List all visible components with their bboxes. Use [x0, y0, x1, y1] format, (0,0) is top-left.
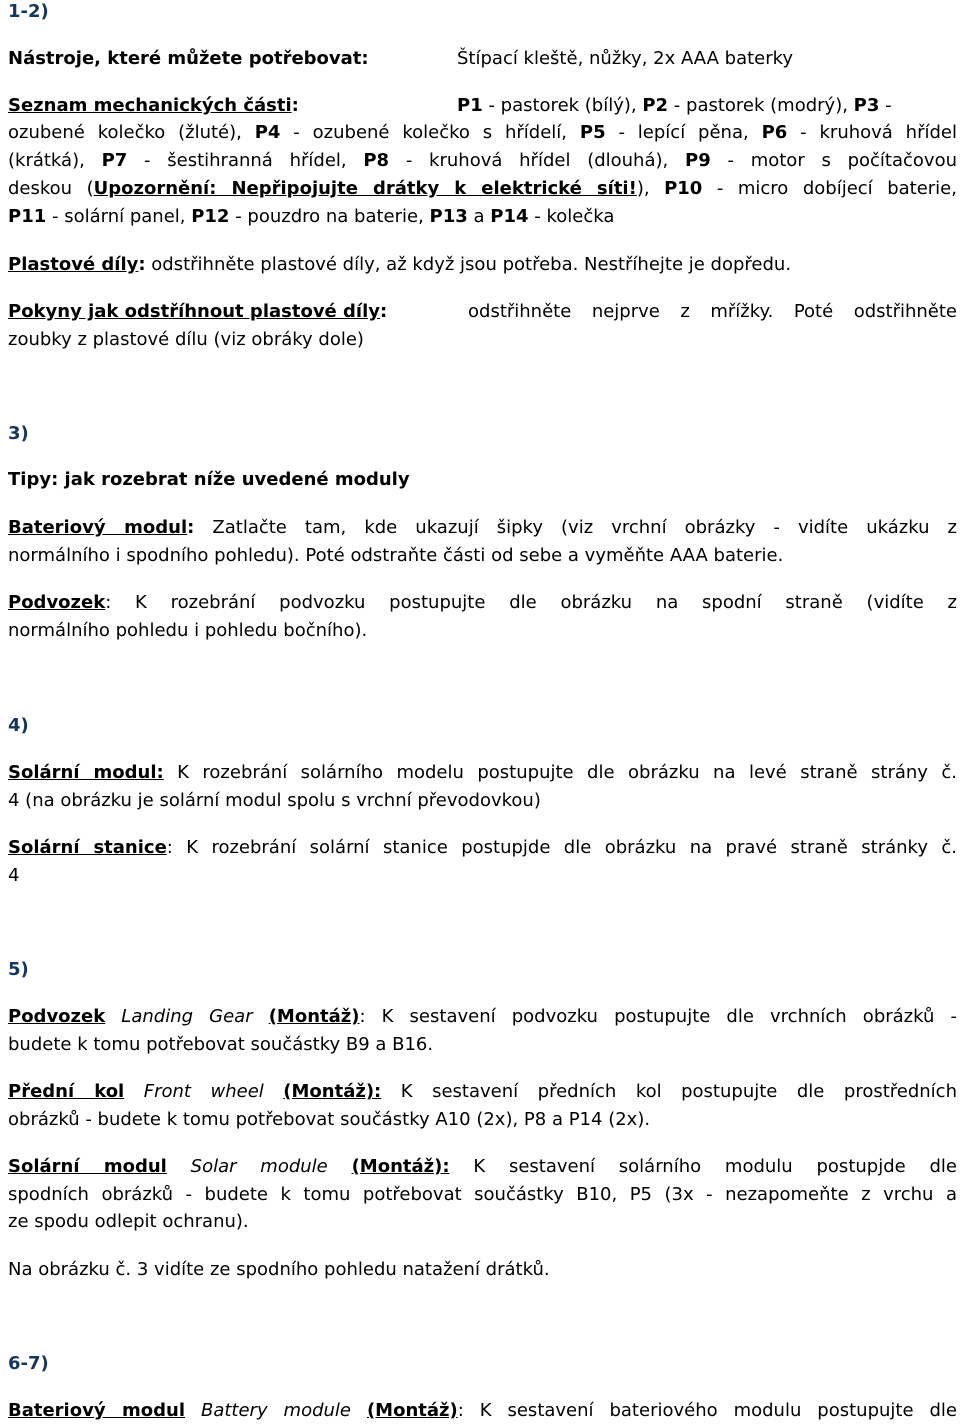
wheel-line-1: Přední kol Front wheel (Montáž): K sestavení předních kol postupujte dle prostředních	[8, 1081, 957, 1102]
chassis-label: Podvozek	[8, 592, 106, 613]
station-label: Solární stanice	[8, 837, 167, 858]
solar-module-line-2: spodních obrázků - budete k tomu potřebovat součástky B10, P5 (3x - nezapomeňte z vrchu a	[8, 1184, 957, 1205]
battery-line-1: Bateriový modul: Zatlačte tam, kde ukazují šipky (viz vrchní obrázky - vidíte ukázku z	[8, 517, 957, 538]
tools-value: Štípací kleště, nůžky, 2x AAA baterky	[457, 48, 794, 69]
solar-line-1: Solární modul: K rozebrání solárního modelu postupujte dle obrázku na levé straně strány č.	[8, 762, 957, 783]
tools-line	[8, 45, 793, 73]
parts-line-3: (krátká), P7 - šestihranná hřídel, P8 - kruhová hřídel (dlouhá), P9 - motor s počítačovou	[8, 150, 957, 171]
section-heading-1-2: 1-2)	[8, 1, 49, 22]
howto-line-1: Pokyny jak odstříhnout plastové díly: odstřihněte nejprve z mřížky. Poté odstřihněte	[8, 301, 957, 322]
parts-label: Seznam mechanických části	[8, 95, 292, 116]
solar-module-line-3: ze spodu odlepit ochranu).	[8, 1211, 249, 1232]
station-line-1: Solární stanice: K rozebrání solární stanice postupjde dle obrázku na pravé straně stránky č.	[8, 837, 957, 858]
howto-label: Pokyny jak odstříhnout plastové díly	[8, 301, 380, 322]
wiring-note: Na obrázku č. 3 vidíte ze spodního pohledu natažení drátků.	[8, 1259, 550, 1280]
howto-line-2: zoubky z plastové dílu (viz obráky dole)	[8, 329, 364, 350]
section-heading-3: 3)	[8, 423, 29, 444]
parts-line-2: ozubené kolečko (žluté), P4 - ozubené kolečko s hřídelí, P5 - lepící pěna, P6 - kruhová hřídel	[8, 122, 957, 143]
station-line-2: 4	[8, 865, 20, 886]
tools-label: Nástroje, které můžete potřebovat:	[8, 48, 369, 69]
battery-module-label: Bateriový modul	[8, 1400, 186, 1421]
parts-line-1: Seznam mechanických části: P1 - pastorek (bílý), P2 - pastorek (modrý), P3 -	[8, 95, 892, 116]
wheel-line-2: obrázků - budete k tomu potřebovat součástky A10 (2x), P8 a P14 (2x).	[8, 1109, 651, 1130]
wheel-label: Přední kol	[8, 1081, 125, 1102]
battery-line-2: normálního i spodního pohledu). Poté odstraňte části od sebe a vyměňte AAA baterie.	[8, 545, 784, 566]
warning-text: Upozornění: Nepřipojujte drátky k elektrické síti!	[93, 178, 637, 199]
solar-label: Solární modul:	[8, 762, 164, 783]
parts-line-5: P11 - solární panel, P12 - pouzdro na baterie, P13 a P14 - kolečka	[8, 206, 615, 227]
solar-module-label: Solární modul	[8, 1156, 167, 1177]
solar-line-2: 4 (na obrázku je solární modul spolu s vrchní převodovkou)	[8, 790, 541, 811]
battery-label: Bateriový modul	[8, 517, 188, 538]
section-heading-6-7: 6-7)	[8, 1353, 49, 1374]
gear-line-1: Podvozek Landing Gear (Montáž): K sestavení podvozku postupujte dle vrchních obrázků -	[8, 1006, 957, 1027]
parts-line-4: deskou (Upozornění: Nepřipojujte drátky k elektrické síti!), P10 - micro dobíjecí baterie,	[8, 178, 957, 199]
tips-line: Tipy: jak rozebrat níže uvedené moduly	[8, 469, 410, 490]
section-heading-5: 5)	[8, 959, 29, 980]
plastic-parts-line: Plastové díly: odstřihněte plastové díly, až když jsou potřeba. Nestříhejte je dopředu.	[8, 254, 792, 275]
gear-line-2: budete k tomu potřebovat součástky B9 a B16.	[8, 1034, 434, 1055]
chassis-line-2: normálního pohledu i pohledu bočního).	[8, 620, 368, 641]
solar-module-line-1: Solární modul Solar module (Montáž): K sestavení solárního modulu postupjde dle	[8, 1156, 958, 1177]
plastic-label: Plastové díly	[8, 254, 139, 275]
section-heading-4: 4)	[8, 715, 29, 736]
gear-label: Podvozek	[8, 1006, 106, 1027]
chassis-line-1: Podvozek: K rozebrání podvozku postupujte dle obrázku na spodní straně (vidíte z	[8, 592, 957, 613]
battery-module-line-1: Bateriový modul Battery module (Montáž): K sestavení bateriového modulu postupujte dle	[8, 1400, 957, 1421]
